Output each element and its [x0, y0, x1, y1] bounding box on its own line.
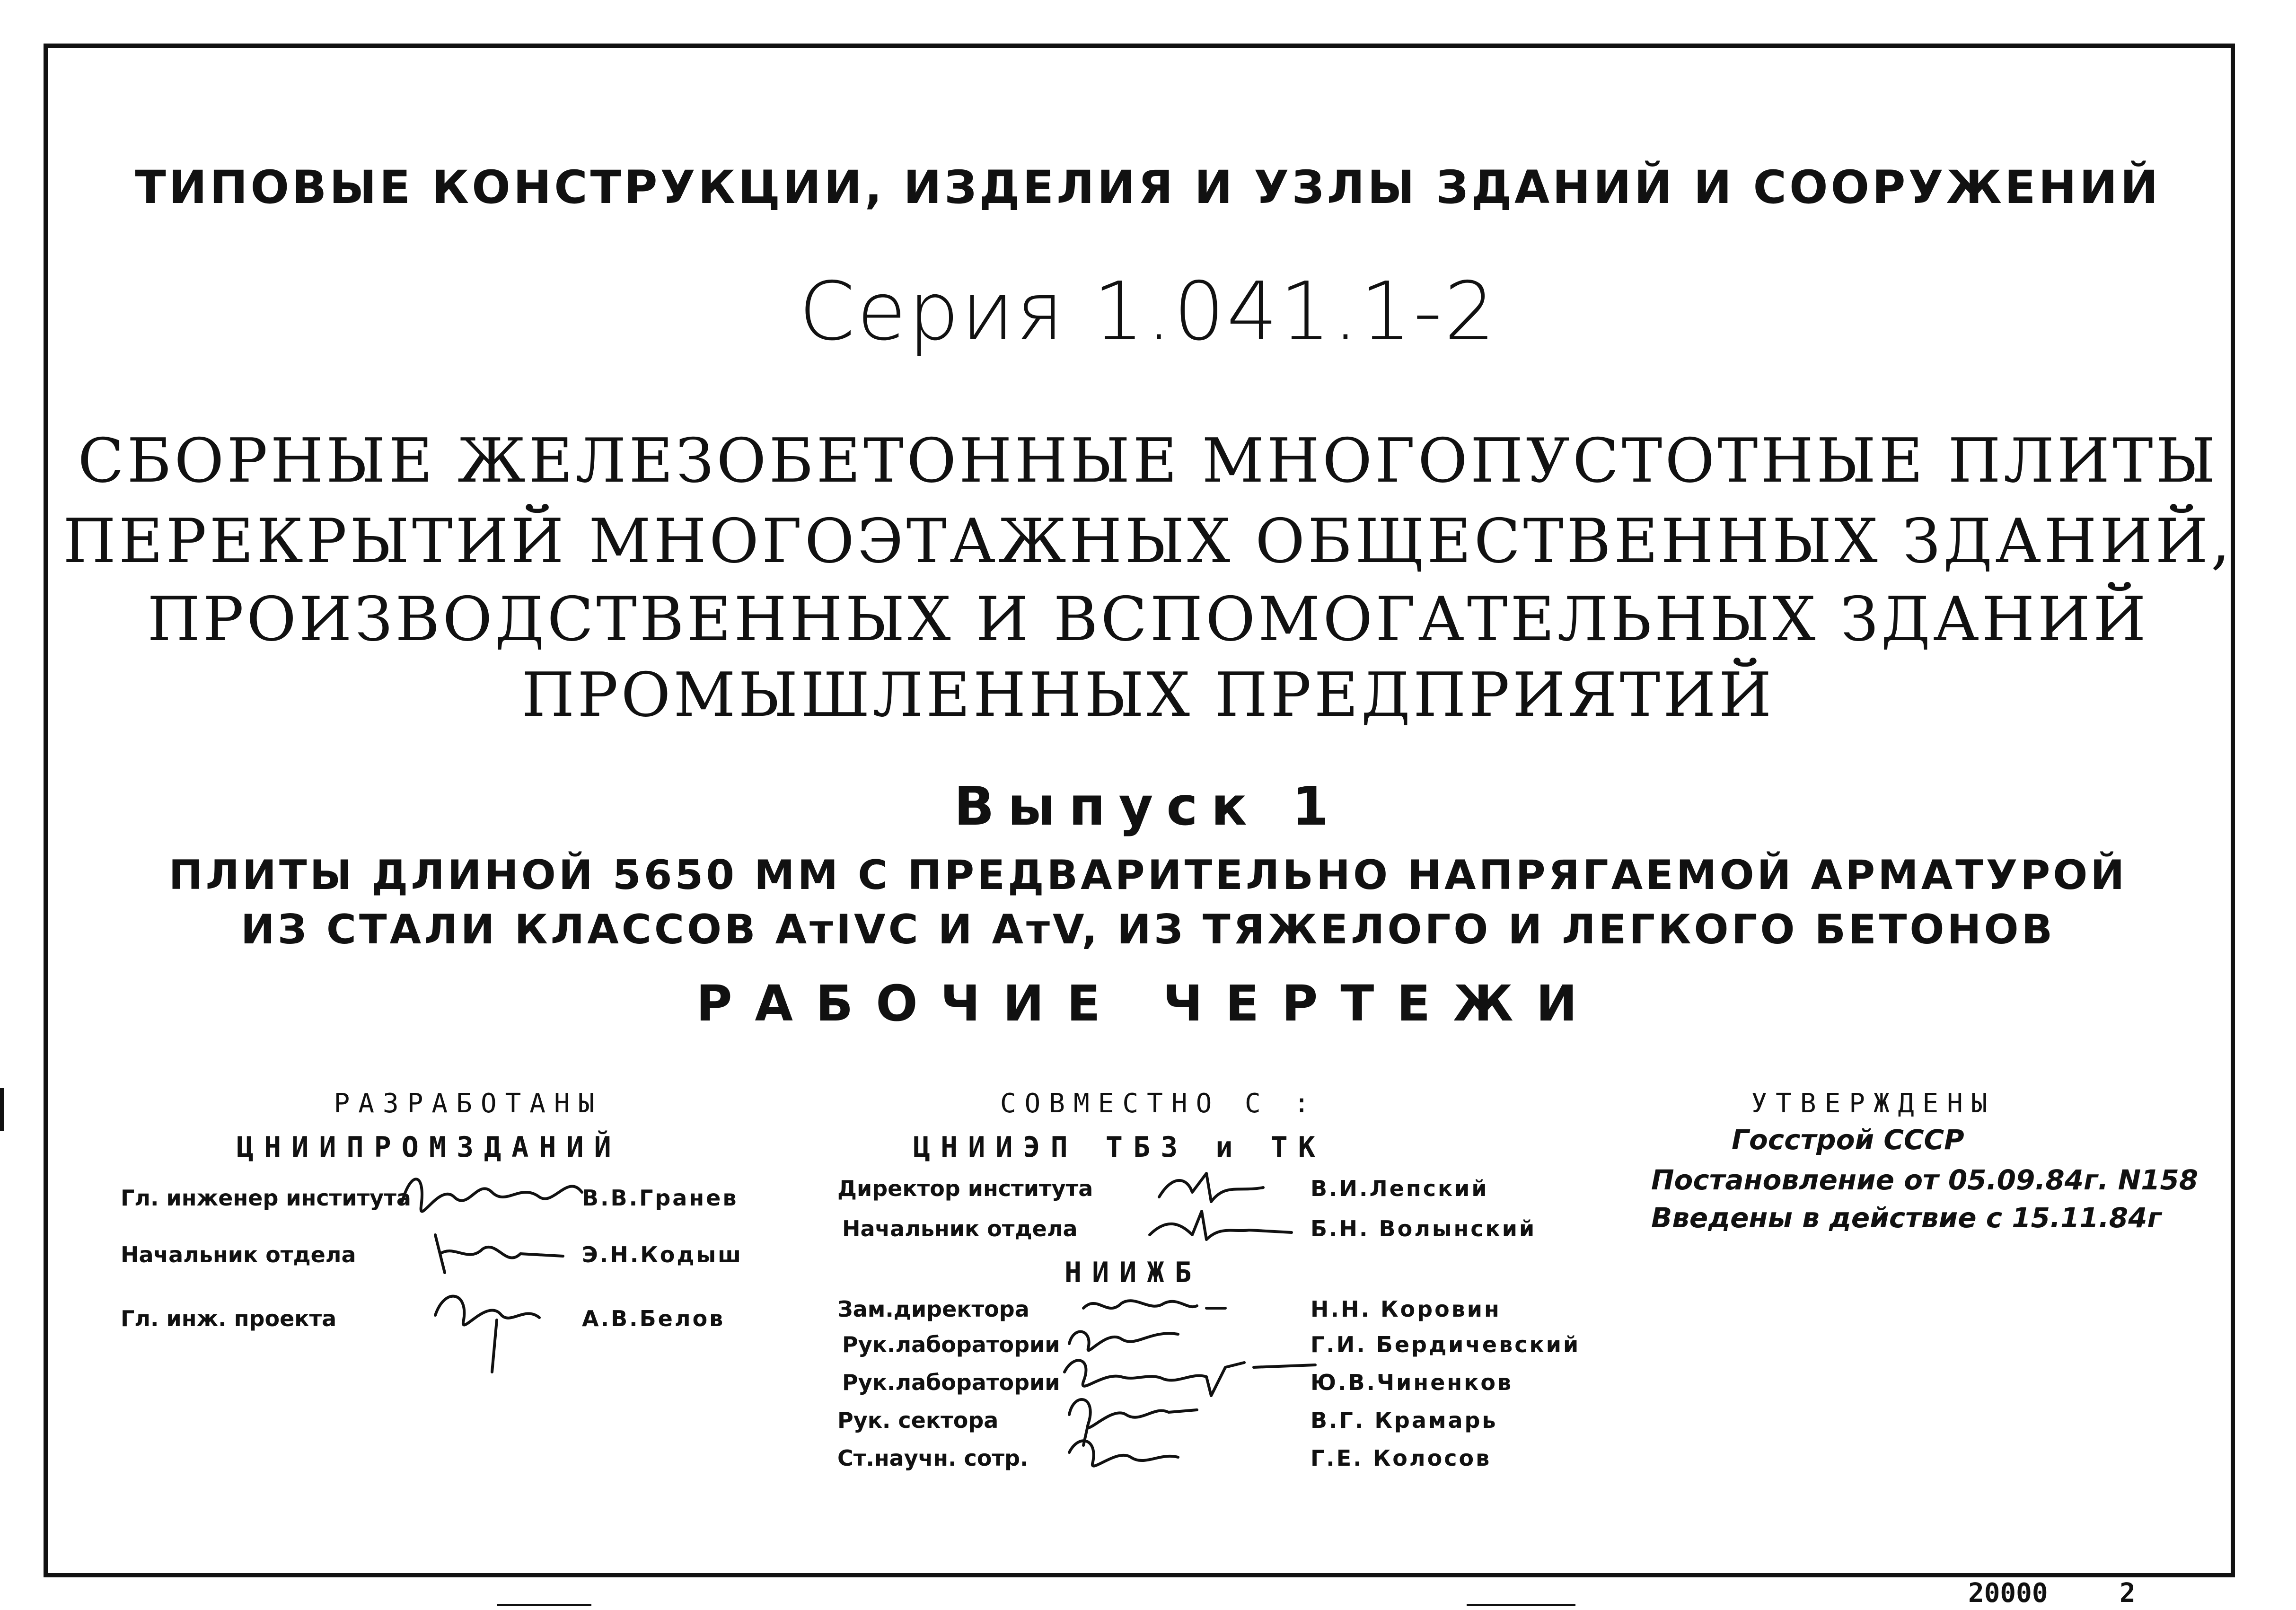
document-type: РАБОЧИЕ ЧЕРТЕЖИ [696, 975, 1600, 1032]
main-title-line-1: СБОРНЫЕ ЖЕЛЕЗОБЕТОННЫЕ МНОГОПУСТОТНЫЕ ПЛИТЫ [78, 426, 2218, 496]
developed-title-2: Начальник отдела [121, 1242, 356, 1267]
main-title-line-3: ПРОИЗВОДСТВЕННЫХ И ВСПОМОГАТЕЛЬНЫХ ЗДАНИЙ [147, 584, 2149, 655]
developed-title-1: Гл. инженер института [121, 1185, 411, 1211]
joint-org-1: ЦНИИЭП ТБЗ и ТК [913, 1131, 1326, 1164]
joint-heading: СОВМЕСТНО С : [1000, 1088, 1319, 1119]
joint-org-2: НИИЖБ [1064, 1256, 1202, 1289]
joint-org2-name-2: Г.И. Бердичевский [1311, 1332, 1581, 1357]
joint-org2-name-3: Ю.В.Чиненков [1311, 1370, 1513, 1395]
developed-name-3: А.В.Белов [582, 1306, 725, 1331]
approved-authority: Госстрой СССР [1732, 1124, 1964, 1156]
footer-number: 20000 [1968, 1578, 2048, 1609]
issue-label: Выпуск 1 [954, 776, 1342, 837]
developed-org: ЦНИИПРОМЗДАНИЙ [237, 1131, 622, 1164]
joint-org2-title-3: Рук.лаборатории [842, 1370, 1060, 1395]
developed-heading: РАЗРАБОТАНЫ [334, 1088, 603, 1119]
signature-granev [397, 1164, 587, 1235]
signature-belov [426, 1277, 549, 1381]
collection-title: ТИПОВЫЕ КОНСТРУКЦИИ, ИЗДЕЛИЯ И УЗЛЫ ЗДАНИЙ И СООРУЖЕНИЙ [135, 161, 2161, 214]
issue-description-line-1: ПЛИТЫ ДЛИНОЙ 5650 ММ С ПРЕДВАРИТЕЛЬНО НАПРЯГАЕМОЙ АРМАТУРОЙ [168, 852, 2128, 899]
joint-org1-name-1: В.И.Лепский [1311, 1176, 1489, 1201]
signature-korovin [1079, 1289, 1230, 1322]
signature-kodysh [426, 1225, 568, 1282]
signature-kolosov [1060, 1429, 1183, 1481]
developed-name-1: В.В.Гранев [582, 1185, 739, 1211]
approved-heading: УТВЕРЖДЕНЫ [1751, 1088, 1996, 1119]
joint-org2-name-1: Н.Н. Коровин [1311, 1296, 1501, 1322]
joint-org2-name-4: В.Г. Крамарь [1311, 1408, 1498, 1433]
main-title-line-2: ПЕРЕКРЫТИЙ МНОГОЭТАЖНЫХ ОБЩЕСТВЕННЫХ ЗДАНИЙ, [63, 506, 2233, 577]
joint-org1-title-1: Директор института [837, 1176, 1093, 1201]
joint-org1-title-2: Начальник отдела [842, 1216, 1078, 1241]
bottom-tick-1 [497, 1604, 591, 1606]
series-number: Серия 1.041.1-2 [799, 265, 1497, 359]
issue-description-line-2: ИЗ СТАЛИ КЛАССОВ АтIVC И АтV, ИЗ ТЯЖЕЛОГО И ЛЕГКОГО БЕТОНОВ [240, 906, 2056, 953]
approved-effective-date: Введены в действие с 15.11.84г [1651, 1202, 2162, 1234]
signature-volynsky [1140, 1206, 1296, 1249]
developed-title-3: Гл. инж. проекта [121, 1306, 337, 1331]
joint-org2-title-1: Зам.директора [837, 1296, 1029, 1322]
joint-org2-name-5: Г.Е. Колосов [1311, 1445, 1492, 1471]
developed-name-2: Э.Н.Кодыш [582, 1242, 743, 1267]
joint-org2-title-5: Ст.научн. сотр. [837, 1445, 1029, 1471]
main-title-line-4: ПРОМЫШЛЕННЫХ ПРЕДПРИЯТИЙ [521, 660, 1775, 730]
joint-org1-name-2: Б.Н. Волынский [1311, 1216, 1537, 1241]
left-edge-mark [0, 1088, 4, 1131]
approved-resolution: Постановление от 05.09.84г. N158 [1651, 1164, 2199, 1196]
bottom-tick-2 [1467, 1604, 1575, 1606]
joint-org2-title-4: Рук. сектора [837, 1408, 999, 1433]
joint-org2-title-2: Рук.лаборатории [842, 1332, 1060, 1357]
signature-lepsky [1150, 1169, 1273, 1211]
footer-sheet: 2 [2120, 1578, 2136, 1609]
